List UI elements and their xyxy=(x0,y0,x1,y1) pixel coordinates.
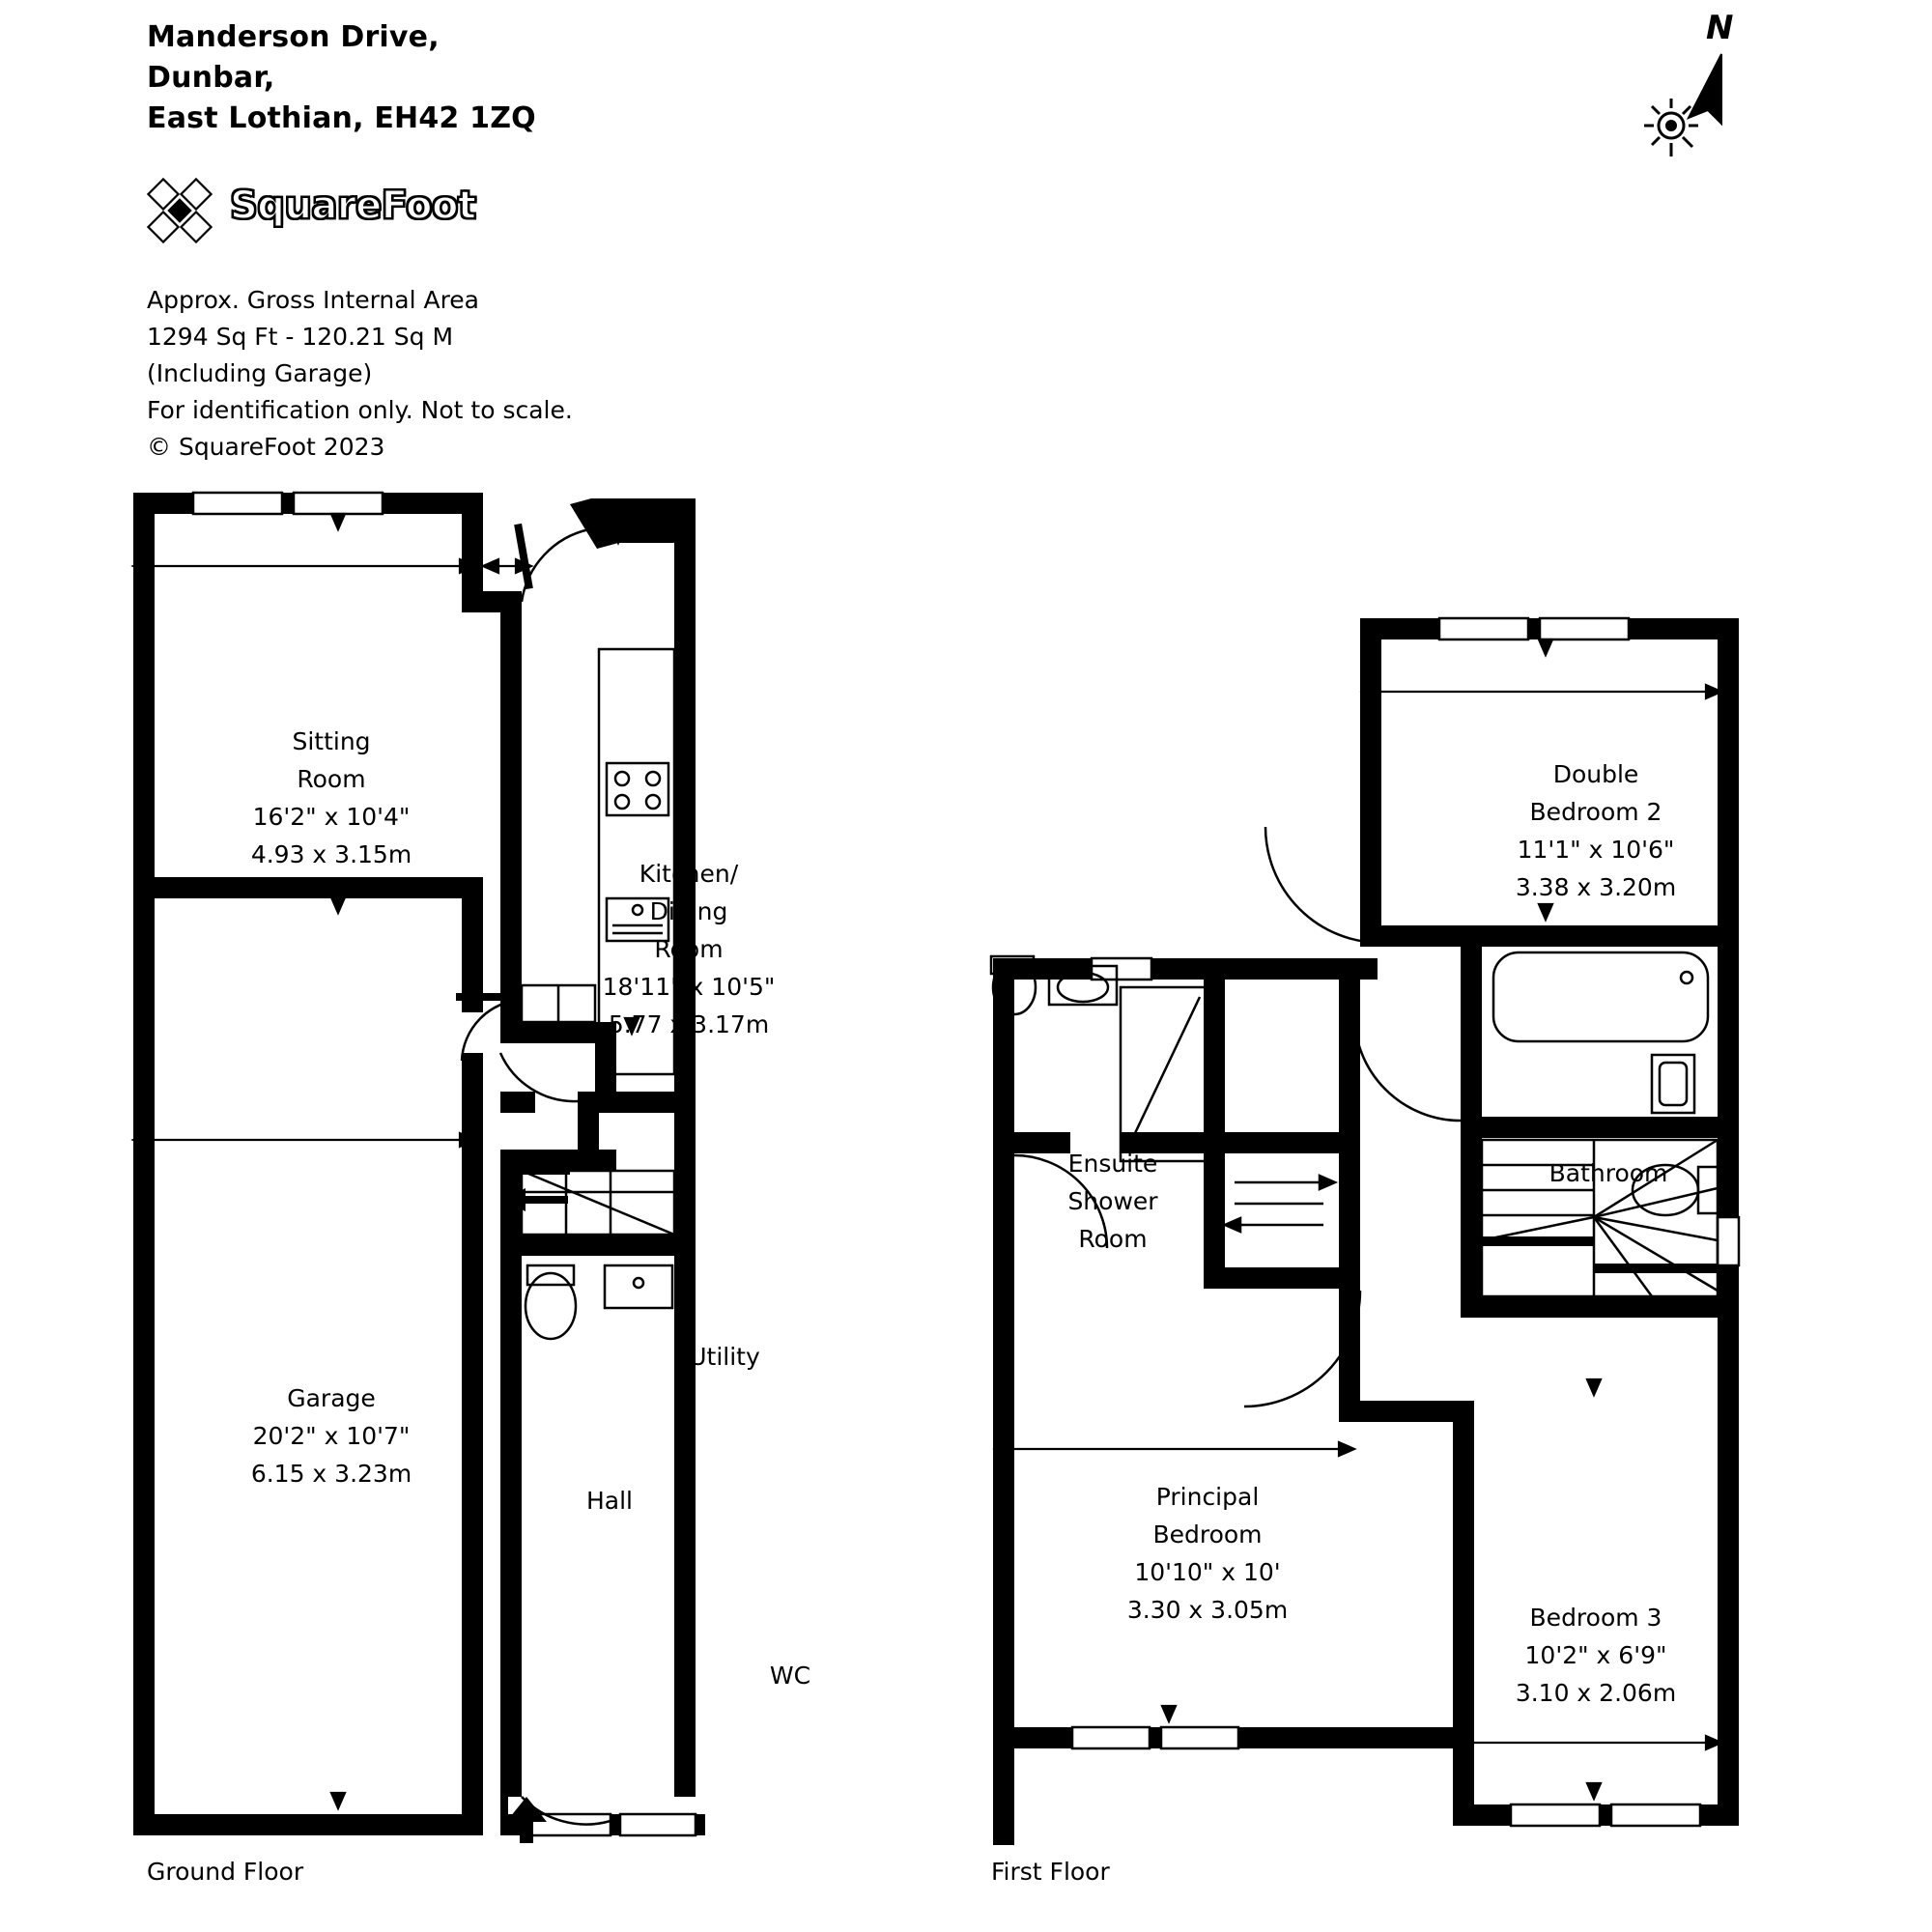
ensuite-name-line2: Shower xyxy=(1067,1187,1158,1215)
room-label-hall xyxy=(586,1482,633,1520)
compass-north-icon xyxy=(1633,10,1758,193)
room-label-kitchen-dining xyxy=(603,855,776,1043)
ensuite-name-line3: Room xyxy=(1078,1225,1148,1253)
meta-line-4: For identification only. Not to scale. xyxy=(147,396,573,424)
kitchen-dim-metric: 5.77 x 3.17m xyxy=(608,1010,770,1038)
garage-name: Garage xyxy=(287,1384,376,1412)
meta-line-2: 1294 Sq Ft - 120.21 Sq M xyxy=(147,323,454,351)
room-label-utility xyxy=(689,1338,760,1376)
double-bedroom-name-line2: Bedroom 2 xyxy=(1529,798,1662,826)
address-line-2: Dunbar, xyxy=(147,61,275,95)
hall-name: Hall xyxy=(585,1487,634,1515)
double-bedroom-dim-metric: 3.38 x 3.20m xyxy=(1515,873,1677,901)
kitchen-dim-imperial: 18'11" x 10'5" xyxy=(602,973,776,1001)
ensuite-name-line1: Ensuite xyxy=(1067,1150,1158,1178)
bathroom-name: Bathroom xyxy=(1548,1159,1668,1187)
meta-line-5: © SquareFoot 2023 xyxy=(147,433,385,461)
principal-bedroom-dim-metric: 3.30 x 3.05m xyxy=(1126,1596,1289,1624)
ground-floor-plan xyxy=(116,473,947,1845)
area-summary xyxy=(147,282,573,466)
room-label-double-bedroom-2 xyxy=(1516,755,1676,906)
room-label-ensuite-shower-room xyxy=(1067,1145,1157,1258)
room-label-bedroom-3 xyxy=(1516,1599,1676,1712)
sitting-room-dim-imperial: 16'2" x 10'4" xyxy=(252,803,411,831)
bedroom3-dim-imperial: 10'2" x 6'9" xyxy=(1524,1641,1667,1669)
double-bedroom-dim-imperial: 11'1" x 10'6" xyxy=(1517,836,1675,864)
meta-line-3: (Including Garage) xyxy=(147,359,373,387)
sitting-room-name-line2: Room xyxy=(297,765,366,793)
squarefoot-diamond-logo-icon xyxy=(145,176,214,245)
wc-name: WC xyxy=(769,1662,811,1690)
address-line-1: Manderson Drive, xyxy=(147,20,440,54)
ground-floor-caption: Ground Floor xyxy=(147,1858,304,1886)
kitchen-name-line1: Kitchen/ xyxy=(639,860,739,888)
principal-bedroom-name-line1: Principal xyxy=(1155,1483,1260,1511)
sitting-room-name-line1: Sitting xyxy=(292,727,371,755)
room-label-principal-bedroom xyxy=(1127,1478,1288,1629)
garage-dim-metric: 6.15 x 3.23m xyxy=(250,1460,412,1488)
first-floor-caption: First Floor xyxy=(991,1858,1110,1886)
brand-logo-text: SquareFoot xyxy=(230,184,476,228)
utility-name: Utility xyxy=(689,1343,760,1371)
property-address xyxy=(147,17,536,139)
room-label-garage xyxy=(251,1379,412,1492)
sitting-room-dim-metric: 4.93 x 3.15m xyxy=(250,840,412,868)
double-bedroom-name-line1: Double xyxy=(1552,760,1639,788)
bedroom3-name: Bedroom 3 xyxy=(1529,1604,1662,1632)
kitchen-name-line3: Room xyxy=(654,935,724,963)
principal-bedroom-name-line2: Bedroom xyxy=(1152,1520,1263,1548)
room-label-sitting-room xyxy=(251,723,412,873)
address-line-3: East Lothian, EH42 1ZQ xyxy=(147,101,536,135)
brand-logo xyxy=(145,176,502,243)
meta-line-1: Approx. Gross Internal Area xyxy=(147,286,480,314)
room-label-bathroom xyxy=(1549,1154,1668,1192)
principal-bedroom-dim-imperial: 10'10" x 10' xyxy=(1134,1558,1281,1586)
svg-text:N: N xyxy=(1706,10,1734,47)
garage-dim-imperial: 20'2" x 10'7" xyxy=(252,1422,411,1450)
bedroom3-dim-metric: 3.10 x 2.06m xyxy=(1515,1679,1677,1707)
room-label-wc xyxy=(770,1657,810,1694)
kitchen-name-line2: Dining xyxy=(649,897,728,925)
